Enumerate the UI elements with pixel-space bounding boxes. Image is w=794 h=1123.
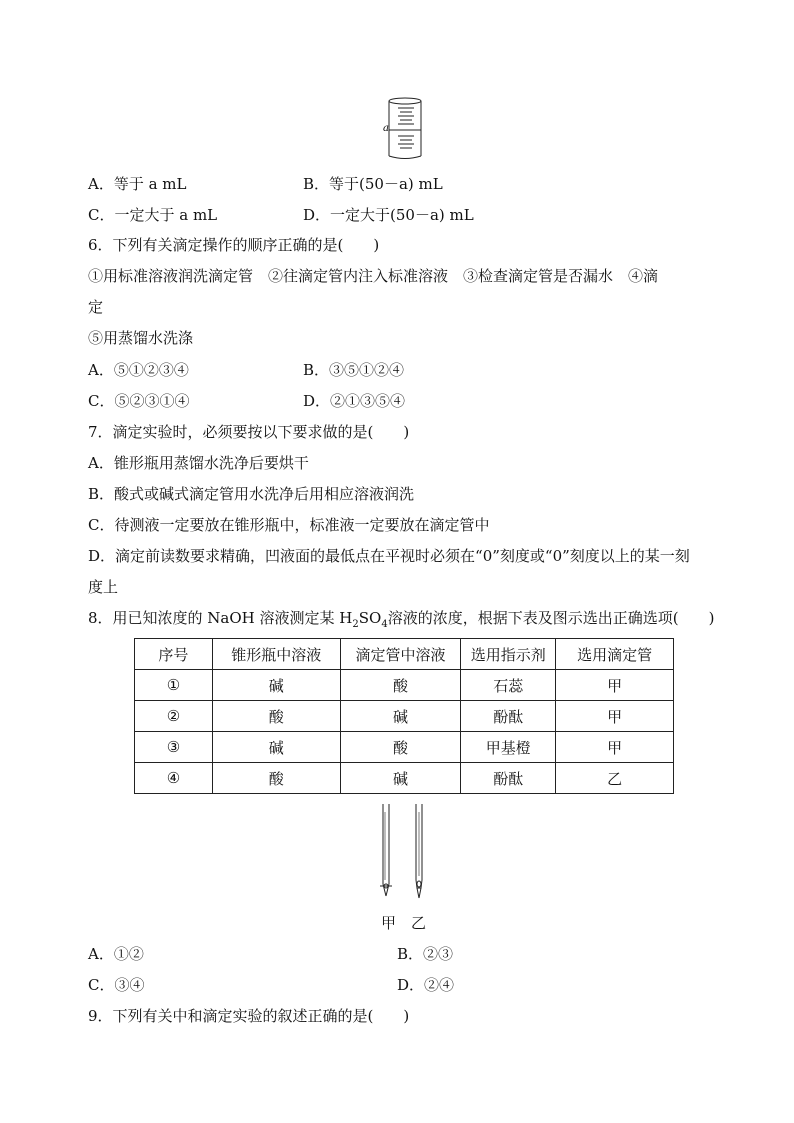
table-header-row (135, 639, 674, 670)
table-cell: 酸 (340, 732, 461, 763)
q8-option-b: B．②③ (397, 945, 454, 963)
q6-option-d: D．②①③⑤④ (303, 392, 406, 410)
table-cell: 酸 (212, 701, 340, 732)
q5-option-a: A．等于 a mL (88, 175, 187, 193)
q8-option-c: C．③④ (88, 976, 145, 994)
table-cell: 酸 (340, 670, 461, 701)
q7-option-c: C．待测液一定要放在锥形瓶中，标准液一定要放在滴定管中 (88, 516, 490, 534)
q8-stem-part3: 溶液的浓度，根据下表及图示选出正确选项( ) (387, 609, 715, 627)
table-cell: ④ (135, 763, 213, 794)
burette-base-icon (416, 804, 422, 898)
q8-table (134, 638, 674, 794)
q8-option-d: D．②④ (397, 976, 455, 994)
q6-option-c: C．⑤②③①④ (88, 392, 190, 410)
q9-stem: 9．下列有关中和滴定实验的叙述正确的是( ) (88, 1007, 410, 1025)
table-cell: 碱 (340, 763, 461, 794)
cylinder-label: a (383, 123, 389, 134)
table-row (135, 670, 674, 701)
table-row (135, 763, 674, 794)
table-cell: 碱 (212, 732, 340, 763)
burettes-figure (376, 802, 432, 902)
burette-acid-icon (380, 804, 392, 896)
q5-option-c: C．一定大于 a mL (88, 206, 218, 224)
table-cell: 酚酞 (461, 763, 556, 794)
table-cell: 酸 (212, 763, 340, 794)
q7-option-a: A．锥形瓶用蒸馏水洗净后要烘干 (88, 454, 309, 472)
q6-option-a: A．⑤①②③④ (88, 361, 189, 379)
q8-stem-sub2: 4 (381, 619, 388, 630)
q8-stem-part2: SO (358, 609, 382, 627)
table-cell: ① (135, 670, 213, 701)
table-cell: 甲基橙 (461, 732, 556, 763)
table-cell: 石蕊 (461, 670, 556, 701)
table-cell: 碱 (212, 670, 340, 701)
table-header: 滴定管中溶液 (340, 639, 461, 670)
q6-steps-line2: 定 (88, 298, 104, 316)
graduated-cylinder-figure (380, 96, 430, 162)
table-cell: 乙 (556, 763, 674, 794)
burette-labels: 甲 乙 (381, 914, 427, 932)
table-cell: ③ (135, 732, 213, 763)
table-header: 序号 (135, 639, 213, 670)
table-cell: 甲 (556, 670, 674, 701)
table-cell: 甲 (556, 732, 674, 763)
q5-option-b: B．等于(50－a) mL (303, 175, 443, 193)
table-cell: 甲 (556, 701, 674, 732)
q6-option-b: B．③⑤①②④ (303, 361, 405, 379)
table-row (135, 732, 674, 763)
q6-steps-line1: ①用标准溶液润洗滴定管 ②往滴定管内注入标准溶液 ③检查滴定管是否漏水 ④滴 (88, 267, 659, 285)
q6-stem: 6．下列有关滴定操作的顺序正确的是( ) (88, 236, 380, 254)
q6-steps-line3: ⑤用蒸馏水洗涤 (88, 329, 194, 347)
table-cell: 酚酞 (461, 701, 556, 732)
q5-option-d: D．一定大于(50－a) mL (303, 206, 474, 224)
table-cell: ② (135, 701, 213, 732)
q7-option-d-line1: D．滴定前读数要求精确，凹液面的最低点在平视时必须在“0”刻度或“0”刻度以上的某一刻 (88, 547, 690, 565)
q7-option-d-line2: 度上 (88, 578, 119, 596)
table-cell: 碱 (340, 701, 461, 732)
table-header: 锥形瓶中溶液 (212, 639, 340, 670)
q7-stem: 7．滴定实验时，必须要按以下要求做的是( ) (88, 423, 410, 441)
q7-option-b: B．酸式或碱式滴定管用水洗净后用相应溶液润洗 (88, 485, 415, 503)
q8-stem-sub1: 2 (352, 619, 359, 630)
table-header: 选用滴定管 (556, 639, 674, 670)
table-row (135, 701, 674, 732)
q8-stem (88, 608, 714, 635)
q8-stem-part1: 8．用已知浓度的 NaOH 溶液测定某 H (88, 609, 353, 627)
table-header: 选用指示剂 (461, 639, 556, 670)
q8-option-a: A．①② (88, 945, 144, 963)
